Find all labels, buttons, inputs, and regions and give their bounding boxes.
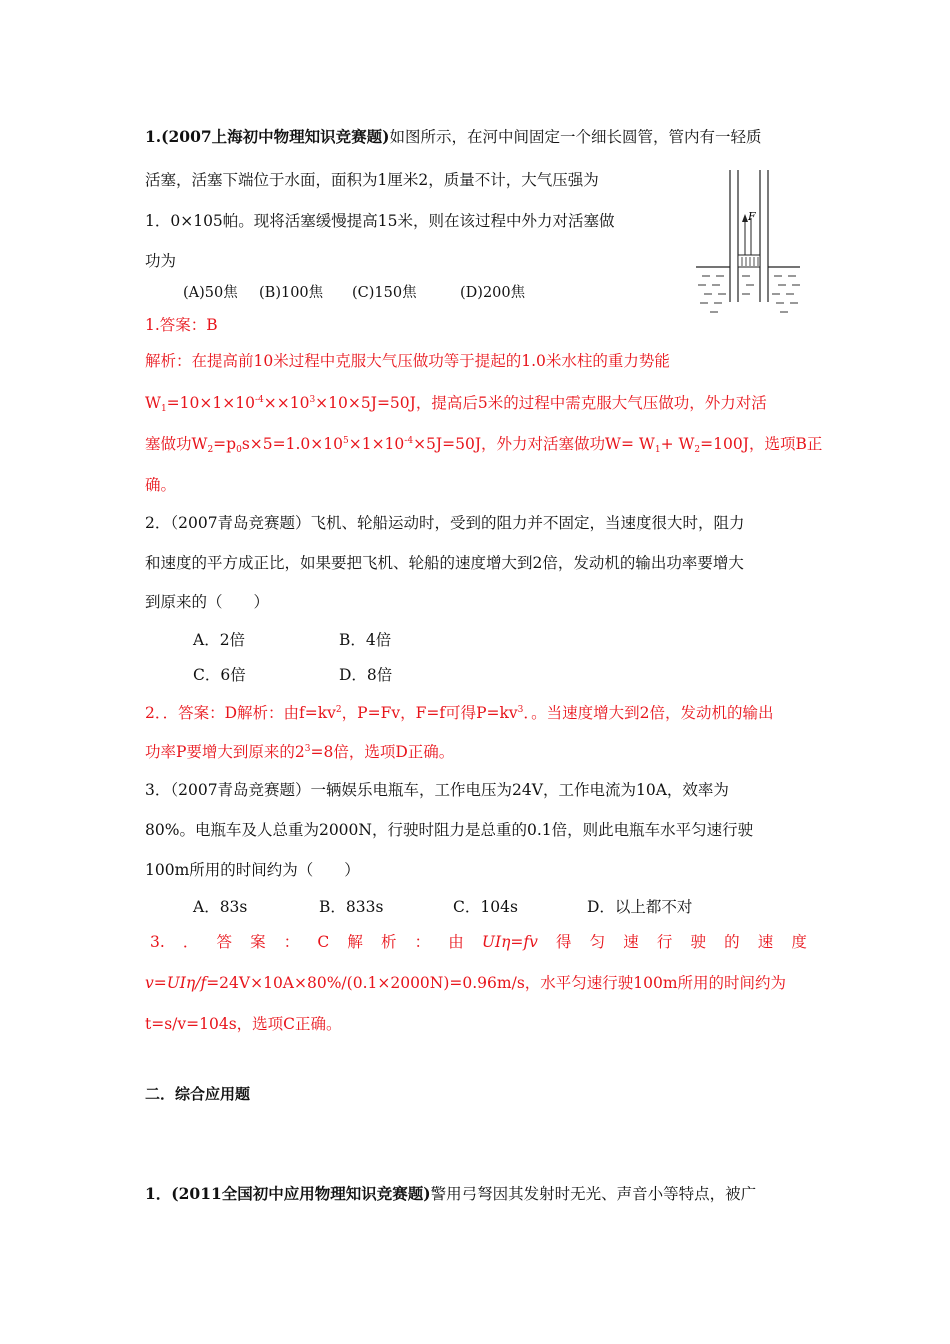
q3-stem-line-1: 3．（2007青岛竞赛题）一辆娱乐电瓶车，工作电压为24V，工作电流为10A，效率为 bbox=[145, 781, 729, 799]
subscript: 2 bbox=[207, 445, 214, 455]
answer-char: 速 bbox=[623, 933, 639, 951]
q2-stem-line-1: 2．（2007青岛竞赛题）飞机、轮船运动时，受到的阻力并不固定，当速度很大时，阻力 bbox=[145, 514, 745, 532]
piston-tube-figure bbox=[692, 170, 804, 320]
superscript: 5 bbox=[342, 436, 349, 446]
q3-stem-line-3: 100m所用的时间约为（ ） bbox=[145, 861, 360, 879]
q3-option-c: C．104s bbox=[453, 898, 518, 916]
answer-char: 得 bbox=[555, 933, 572, 951]
superscript: -4 bbox=[254, 395, 264, 405]
answer-char: 答 bbox=[216, 933, 233, 951]
answer-char: 解 bbox=[347, 933, 363, 951]
subscript: 1 bbox=[654, 445, 661, 455]
q1-option-d: (D)200焦 bbox=[460, 285, 526, 301]
answer-text: =8倍，选项D正确。 bbox=[310, 743, 455, 761]
s2-q1-text: 警用弓弩因其发射时无光、声音小等特点，被广 bbox=[430, 1185, 757, 1203]
s2-q1-line-1 bbox=[145, 1184, 756, 1204]
q1-stem-text: 如图所示，在河中间固定一个细长圆管，管内有一轻质 bbox=[389, 128, 762, 146]
subscript: 1 bbox=[160, 404, 167, 414]
q1-analysis-line-4: 确。 bbox=[145, 476, 177, 494]
formula-text: =p bbox=[213, 435, 237, 453]
answer-text: ，P=Fv，F=f可得P=kv bbox=[341, 704, 518, 722]
q3-answer-line-3: t=s/v=104s，选项C正确。 bbox=[145, 1015, 342, 1033]
q3-option-a: A．83s bbox=[193, 898, 248, 916]
q2-option-a: A．2倍 bbox=[193, 631, 246, 649]
q3-answer-line-2 bbox=[145, 973, 807, 993]
formula-text: 塞做功W bbox=[145, 435, 208, 453]
superscript: 3 bbox=[304, 744, 311, 754]
q2-stem-line-3: 到原来的（ ） bbox=[145, 593, 270, 611]
formula-text: ××10 bbox=[263, 394, 310, 412]
q1-analysis-line-3 bbox=[145, 434, 822, 454]
answer-formula: UIη=fv bbox=[481, 933, 538, 951]
answer-text: ．。当速度增大到2倍，发动机的输出 bbox=[523, 704, 774, 722]
q2-stem-line-2: 和速度的平方成正比，如果要把飞机、轮船的速度增大到2倍，发动机的输出功率要增大 bbox=[145, 554, 744, 572]
q1-answer: 1.答案：B bbox=[145, 316, 218, 334]
answer-char: 驶 bbox=[690, 933, 706, 951]
formula-text: s×5=1.0×10 bbox=[241, 435, 343, 453]
answer-char: 的 bbox=[724, 933, 740, 951]
answer-char: 速 bbox=[757, 933, 774, 951]
q2-option-d: D．8倍 bbox=[339, 666, 393, 684]
q3-option-b: B．833s bbox=[319, 898, 384, 916]
answer-char: 案 bbox=[250, 933, 266, 951]
answer-text: 2．．答案：D解析：由f=kv bbox=[145, 704, 336, 722]
s2-q1-source: 1．(2011全国初中应用物理知识竞赛题) bbox=[145, 1184, 431, 1203]
answer-char: 匀 bbox=[589, 933, 606, 951]
force-label: F bbox=[748, 210, 756, 223]
answer-formula: v=UIη/f bbox=[145, 974, 207, 992]
q3-answer-line-1 bbox=[150, 932, 807, 952]
answer-char: 析 bbox=[381, 933, 397, 951]
section-heading: 二．综合应用题 bbox=[145, 1085, 251, 1103]
q1-stem-line-3: 1．0×105帕。现将活塞缓慢提高15米，则在该过程中外力对活塞做 bbox=[145, 212, 615, 230]
q2-answer-line-2 bbox=[145, 742, 454, 762]
superscript: 3 bbox=[309, 395, 316, 405]
formula-text: ×5J=50J，外力对活塞做功W= W bbox=[413, 435, 655, 453]
q1-option-a: (A)50焦 bbox=[183, 285, 238, 301]
q1-option-c: (C)150焦 bbox=[352, 285, 417, 301]
q1-source: 1.(2007上海初中物理知识竞赛题) bbox=[145, 127, 390, 146]
answer-char: 行 bbox=[656, 933, 673, 951]
formula-text: =10×1×10 bbox=[166, 394, 255, 412]
q3-option-d: D．以上都不对 bbox=[587, 898, 693, 916]
q1-stem-line-4: 功为 bbox=[145, 252, 177, 270]
formula-text: + W bbox=[660, 435, 695, 453]
superscript: 3 bbox=[517, 705, 524, 715]
q1-stem-line-1 bbox=[145, 127, 762, 147]
answer-char: 度 bbox=[791, 933, 807, 951]
answer-char: 由 bbox=[448, 933, 464, 951]
superscript: 2 bbox=[335, 705, 342, 715]
subscript: 2 bbox=[694, 445, 701, 455]
answer-char: 3. bbox=[150, 933, 165, 951]
q1-option-b: (B)100焦 bbox=[259, 285, 324, 301]
answer-char: ： bbox=[283, 933, 300, 951]
q1-analysis-line-2 bbox=[145, 393, 807, 413]
w-symbol: W bbox=[145, 394, 161, 412]
answer-char: ： bbox=[414, 933, 431, 951]
formula-text: ×10×5J=50J，提高后5米的过程中需克服大气压做功，外力对活 bbox=[315, 394, 767, 412]
superscript: -4 bbox=[404, 436, 414, 446]
answer-text: =24V×10A×80%/(0.1×2000N)=0.96m/s，水平匀速行驶100m所用的时间约为 bbox=[206, 974, 787, 992]
q1-analysis-line-1: 解析：在提高前10米过程中克服大气压做功等于提起的1.0米水柱的重力势能 bbox=[145, 352, 670, 370]
subscript: 0 bbox=[236, 445, 242, 455]
q2-option-b: B．4倍 bbox=[339, 631, 392, 649]
q2-option-c: C．6倍 bbox=[193, 666, 246, 684]
q1-stem-line-2: 活塞，活塞下端位于水面，面积为1厘米2，质量不计，大气压强为 bbox=[145, 171, 599, 189]
formula-text: =100J，选项B正 bbox=[700, 435, 823, 453]
formula-text: ×1×10 bbox=[348, 435, 405, 453]
q3-stem-line-2: 80%。电瓶车及人总重为2000N，行驶时阻力是总重的0.1倍，则此电瓶车水平匀速行驶 bbox=[145, 821, 754, 839]
answer-text: 功率P要增大到原来的2 bbox=[145, 743, 305, 761]
answer-char: ． bbox=[182, 933, 199, 951]
q2-answer-line-1 bbox=[145, 703, 774, 723]
answer-char: C bbox=[317, 933, 330, 951]
